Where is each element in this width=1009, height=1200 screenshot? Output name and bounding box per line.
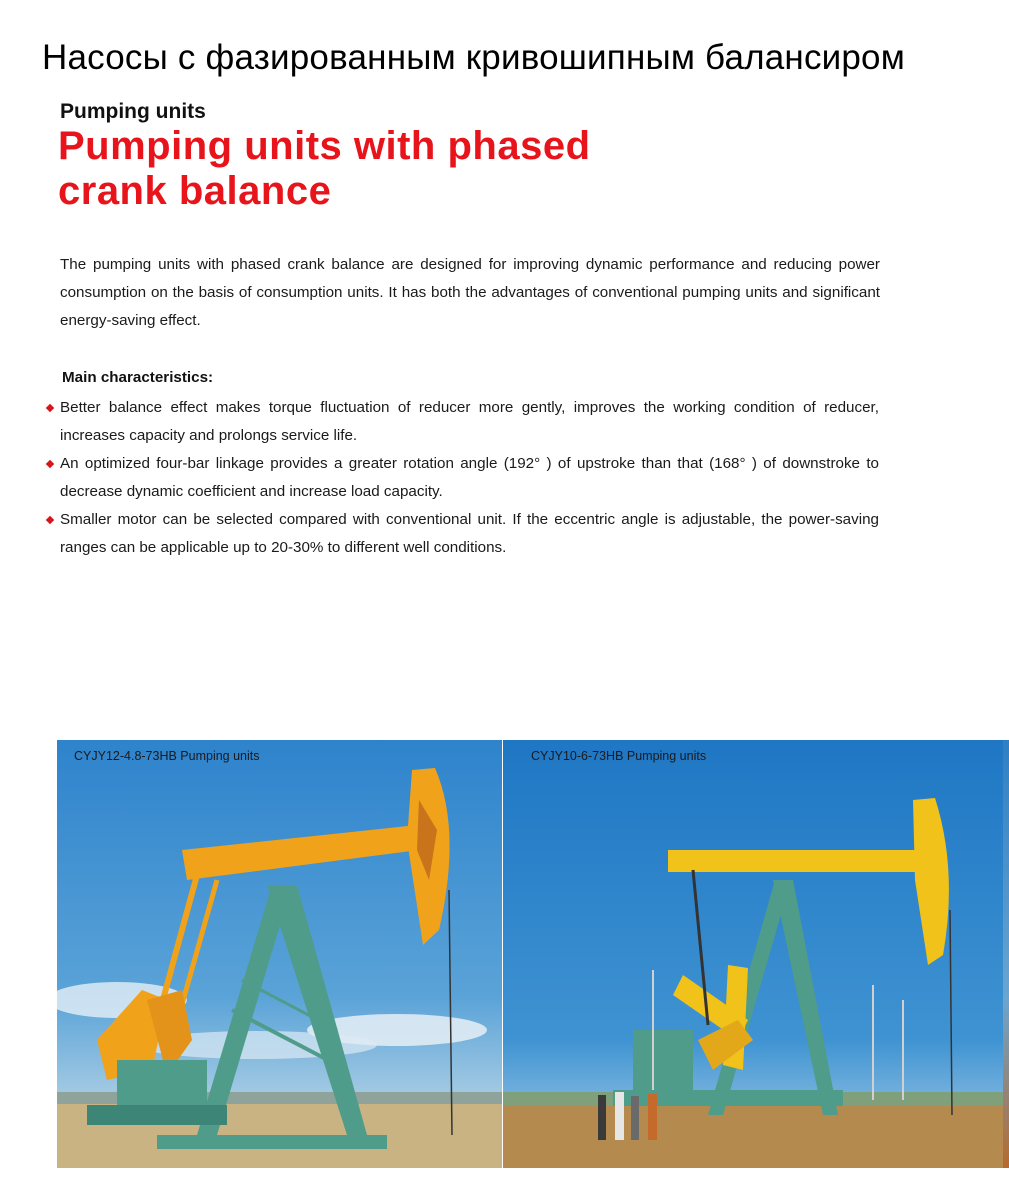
diamond-bullet-icon [46,460,54,468]
pumping-unit-photo-left [57,740,502,1168]
main-title [58,124,758,214]
pumping-unit-photo-icon [57,740,502,1168]
photo-caption-left: CYJY12-4.8-73HB Pumping units [74,749,260,763]
characteristic-item [47,506,879,562]
section-label: Pumping units [60,100,206,123]
pumping-unit-photo-icon [503,740,1003,1168]
characteristics-heading: Main characteristics: [62,369,214,386]
characteristic-text: Smaller motor can be selected compared with conventional unit. If the eccentric angle is adjustable, the power-saving ranges can be applicable up to 20-30% to different well conditions. [60,511,879,556]
russian-page-title: Насосы с фазированным кривошипным балансиром [42,38,905,77]
characteristics-list [47,394,879,562]
characteristic-text: Better balance effect makes torque fluctuation of reducer more gently, improves the working condition of reducer, increases capacity and prolongs service life. [60,399,879,444]
pumping-unit-photo-right [503,740,1003,1168]
characteristic-item [47,450,879,506]
characteristic-text: An optimized four-bar linkage provides a greater rotation angle (192° ) of upstroke than that (168° ) of downstroke to decrease dynamic coefficient and increase load capacity. [60,455,879,500]
intro-paragraph: The pumping units with phased crank balance are designed for improving dynamic performance and reducing power consumption on the basis of consumption units. It has both the advantages of conventional pumping units and significant energy-saving effect. [60,256,880,329]
diamond-bullet-icon [46,404,54,412]
main-title-line-2: crank balance [58,169,332,213]
photo-caption-right: CYJY10-6-73HB Pumping units [531,749,707,763]
diamond-bullet-icon [46,516,54,524]
photo-edge-strip [1003,740,1009,1168]
main-title-line-1: Pumping units with phased [58,124,591,168]
characteristic-item [47,394,879,450]
